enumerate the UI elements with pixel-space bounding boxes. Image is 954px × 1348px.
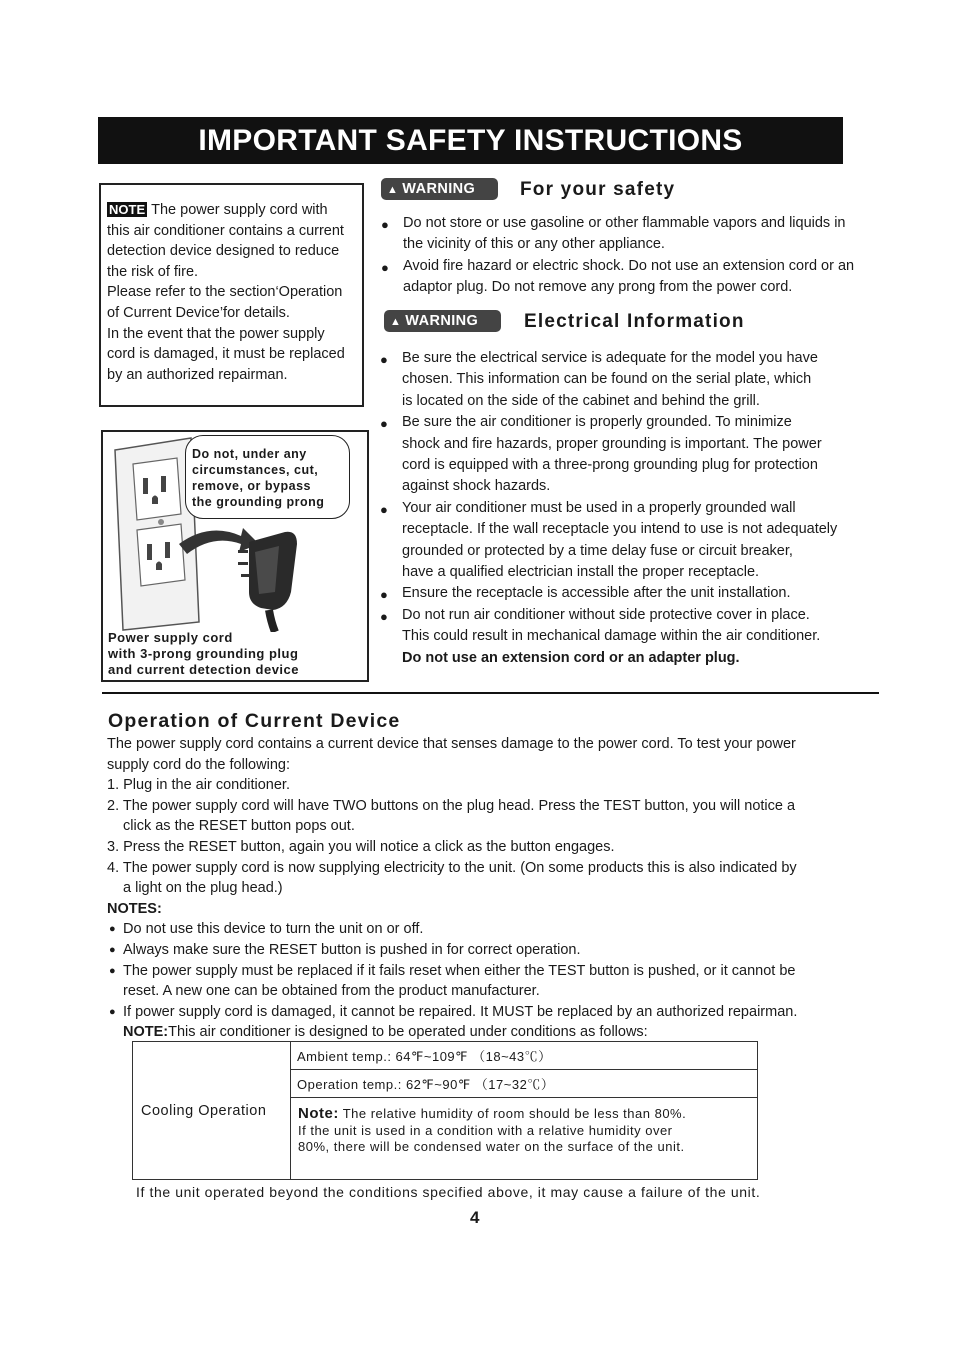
list-line: cord is equipped with a three-prong grounding plug for protection — [402, 457, 818, 474]
list-line: Avoid fire hazard or electric shock. Do not use an extension cord or an — [403, 257, 855, 274]
callout-text — [192, 446, 324, 510]
note-label: NOTE: — [123, 1024, 169, 1041]
note-line: of Current Device’for details. — [107, 304, 290, 321]
page-title: IMPORTANT SAFETY INSTRUCTIONS — [98, 117, 843, 164]
list-line: Do not store or use gasoline or other flammable vapors and liquids in — [403, 215, 846, 231]
note-item — [107, 961, 857, 1002]
ambient-temp-cell: Ambient temp.: 64℉~109℉ （18~43℃） — [291, 1042, 758, 1070]
note-item-text: Always make sure the RESET button is pushed in for correct operation. — [123, 941, 581, 958]
list-line: adaptor plug. Do not remove any prong from the power cord. — [403, 279, 793, 296]
bullet-icon: ● — [380, 501, 388, 517]
list-line: Your air conditioner must be used in a properly grounded wall — [402, 499, 796, 516]
list-line: This could result in mechanical damage within the air conditioner. — [402, 628, 821, 645]
conditions-table — [132, 1041, 758, 1180]
note-item-text: Do not use this device to turn the unit on or off. — [123, 921, 424, 938]
note-tag: NOTE — [109, 202, 146, 217]
bullet-icon: ● — [381, 259, 389, 275]
bullet-icon: ● — [109, 923, 116, 936]
bullet-icon: ● — [380, 352, 388, 367]
note-item — [107, 919, 857, 940]
list-line: receptacle. If the wall receptacle you intend to use is not adequately — [402, 521, 838, 538]
humidity-note-label: Note: — [298, 1105, 339, 1122]
step-line: click as the RESET button pops out. — [123, 818, 355, 835]
note-line: The power supply cord with — [151, 202, 328, 218]
list-line: Be sure the air conditioner is properly grounded. To minimize — [402, 414, 792, 431]
electrical-list — [380, 348, 900, 669]
note-line: by an authorized repairman. — [107, 366, 288, 383]
step-line: 3. Press the RESET button, again you will notice a click as the button engages. — [107, 838, 615, 855]
warning-label: WARNING — [402, 181, 476, 197]
note-line: the risk of fire. — [107, 263, 199, 280]
note-line: this air conditioner contains a current — [107, 222, 344, 239]
list-item — [380, 583, 900, 604]
humidity-note-line: The relative humidity of room should be less than 80%. — [342, 1106, 687, 1121]
note-line: cord is damaged, it must be replaced — [107, 346, 345, 363]
humidity-note-line: If the unit is used in a condition with a relative humidity over — [298, 1122, 673, 1138]
note-item-text: If power supply cord is damaged, it cannot be repaired. It MUST be replaced by an authorized repairman. — [123, 1003, 798, 1020]
safety-list — [381, 213, 901, 299]
bullet-icon: ● — [381, 217, 389, 232]
list-line: Be sure the electrical service is adequate for the model you have — [402, 350, 818, 366]
bullet-icon: ● — [380, 416, 388, 432]
note-label-text: This air conditioner is designed to be operated under conditions as follows: — [168, 1024, 648, 1041]
warning-triangle-icon: ▲ — [390, 316, 402, 328]
intro-line: The power supply cord contains a current device that senses damage to the power cord. To test your power — [107, 736, 796, 752]
callout-line: remove, or bypass — [192, 479, 311, 493]
list-item — [380, 348, 900, 412]
list-item — [380, 605, 900, 648]
intro-line: supply cord do the following: — [107, 756, 290, 773]
bold-warning-line: Do not use an extension cord or an adapter plug. — [402, 649, 740, 666]
note-item-text: reset. A new one can be obtained from the product manufacturer. — [123, 983, 540, 1000]
warning-badge — [381, 178, 498, 200]
list-line: the vicinity of this or any other appliance. — [403, 236, 665, 253]
humidity-note-cell — [291, 1098, 758, 1180]
callout-line: the grounding prong — [192, 495, 325, 509]
bullet-icon: ● — [109, 1005, 116, 1018]
bullet-icon: ● — [380, 608, 388, 624]
caption-line: Power supply cord — [108, 630, 233, 645]
bullet-icon: ● — [380, 587, 388, 603]
list-line: grounded or protected by a time delay fuse or circuit breaker, — [402, 542, 793, 559]
note-text — [107, 200, 365, 385]
figure-caption — [108, 630, 299, 678]
humidity-note-line: 80%, there will be condensed water on the surface of the unit. — [298, 1139, 685, 1154]
safety-heading: For your safety — [520, 179, 676, 200]
list-line: Do not run air conditioner without side protective cover in place. — [402, 606, 810, 623]
warning-label: WARNING — [405, 313, 479, 329]
caption-line: and current detection device — [108, 662, 299, 677]
note-item — [107, 940, 857, 961]
caption-line: with 3-prong grounding plug — [108, 646, 299, 661]
list-line: shock and fire hazards, proper grounding is important. The power — [402, 435, 822, 452]
note-line: In the event that the power supply — [107, 325, 325, 342]
step-line: a light on the plug head.) — [123, 880, 283, 897]
operation-heading: Operation of Current Device — [108, 710, 401, 732]
list-item — [380, 498, 900, 584]
operation-temp-cell: Operation temp.: 62℉~90℉ （17~32℃） — [291, 1070, 758, 1098]
step-line: 4. The power supply cord is now supplying electricity to the unit. (On some products this is also indicated by — [107, 859, 797, 876]
step-line: 2. The power supply cord will have TWO buttons on the plug head. Press the TEST button, you will notice a — [107, 797, 796, 814]
list-line: Ensure the receptacle is accessible after the unit installation. — [402, 585, 791, 602]
cooling-operation-cell: Cooling Operation — [133, 1042, 291, 1180]
list-item — [381, 213, 901, 256]
list-line: is located on the side of the cabinet and behind the grill. — [402, 392, 760, 409]
footer-text: If the unit operated beyond the conditions specified above, it may cause a failure of the unit. — [136, 1184, 761, 1200]
electrical-heading: Electrical Information — [524, 311, 745, 332]
notes-label: NOTES: — [107, 900, 162, 917]
bullet-icon: ● — [109, 943, 116, 956]
warning-badge — [384, 310, 501, 332]
bullet-icon: ● — [109, 964, 116, 977]
list-line: have a qualified electrician install the proper receptacle. — [402, 564, 760, 581]
callout-line: Do not, under any — [192, 447, 307, 461]
callout-line: circumstances, cut, — [192, 463, 319, 477]
note-line: Please refer to the section‘Operation — [107, 284, 343, 301]
list-line: chosen. This information can be found on the serial plate, which — [402, 371, 812, 388]
list-item — [380, 412, 900, 498]
list-line: against shock hazards. — [402, 478, 551, 495]
list-item — [381, 256, 901, 299]
section-divider — [102, 692, 879, 694]
warning-triangle-icon: ▲ — [387, 184, 399, 196]
step-line: 1. Plug in the air conditioner. — [107, 777, 290, 794]
note-item — [107, 1002, 857, 1023]
operation-body — [107, 734, 857, 1043]
note-line: detection device designed to reduce — [107, 243, 340, 260]
page-number: 4 — [470, 1208, 480, 1227]
note-item-text: The power supply must be replaced if it fails reset when either the TEST button is pushed, or it cannot be — [123, 962, 796, 979]
